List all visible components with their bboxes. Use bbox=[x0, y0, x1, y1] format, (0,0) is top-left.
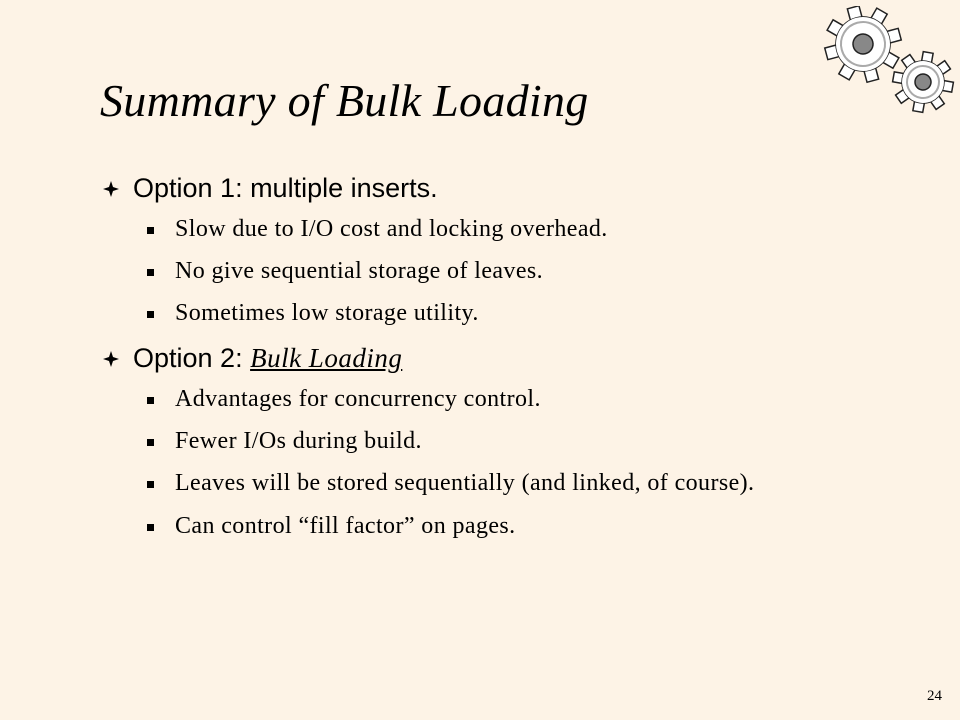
point-text: Slow due to I/O cost and locking overhead. bbox=[175, 216, 608, 242]
option-2-label-emphasis: Bulk Loading bbox=[250, 343, 403, 373]
point-text: Advantages for concurrency control. bbox=[175, 386, 541, 412]
point-text: Leaves will be stored sequentially (and linked, of course). bbox=[175, 470, 755, 496]
square-bullet-icon bbox=[147, 524, 154, 531]
option-2-point bbox=[100, 468, 920, 499]
four-point-star-icon bbox=[103, 181, 119, 197]
page-number: 24 bbox=[927, 688, 942, 704]
square-bullet-icon bbox=[147, 269, 154, 276]
point-text: Fewer I/Os during build. bbox=[175, 428, 422, 454]
option-1-point bbox=[100, 214, 920, 245]
square-bullet-icon bbox=[147, 481, 154, 488]
point-text: No give sequential storage of leaves. bbox=[175, 258, 544, 284]
point-text: Sometimes low storage utility. bbox=[175, 300, 479, 326]
option-2-point bbox=[100, 384, 920, 415]
square-bullet-icon bbox=[147, 439, 154, 446]
gears-icon bbox=[805, 6, 960, 118]
option-1-label: Option 1: multiple inserts. bbox=[133, 173, 438, 203]
square-bullet-icon bbox=[147, 227, 154, 234]
option-2-label-prefix: Option 2: bbox=[133, 343, 251, 373]
option-1-point bbox=[100, 256, 920, 287]
bullet-list bbox=[100, 170, 920, 553]
slide-title: Summary of Bulk Loading bbox=[100, 75, 589, 126]
option-1-item bbox=[100, 170, 920, 206]
option-2-item bbox=[100, 340, 920, 376]
option-2-point bbox=[100, 426, 920, 457]
option-1-point bbox=[100, 298, 920, 329]
point-text: Can control “fill factor” on pages. bbox=[175, 513, 516, 539]
square-bullet-icon bbox=[147, 397, 154, 404]
option-2-point bbox=[100, 511, 920, 542]
square-bullet-icon bbox=[147, 311, 154, 318]
four-point-star-icon bbox=[103, 351, 119, 367]
